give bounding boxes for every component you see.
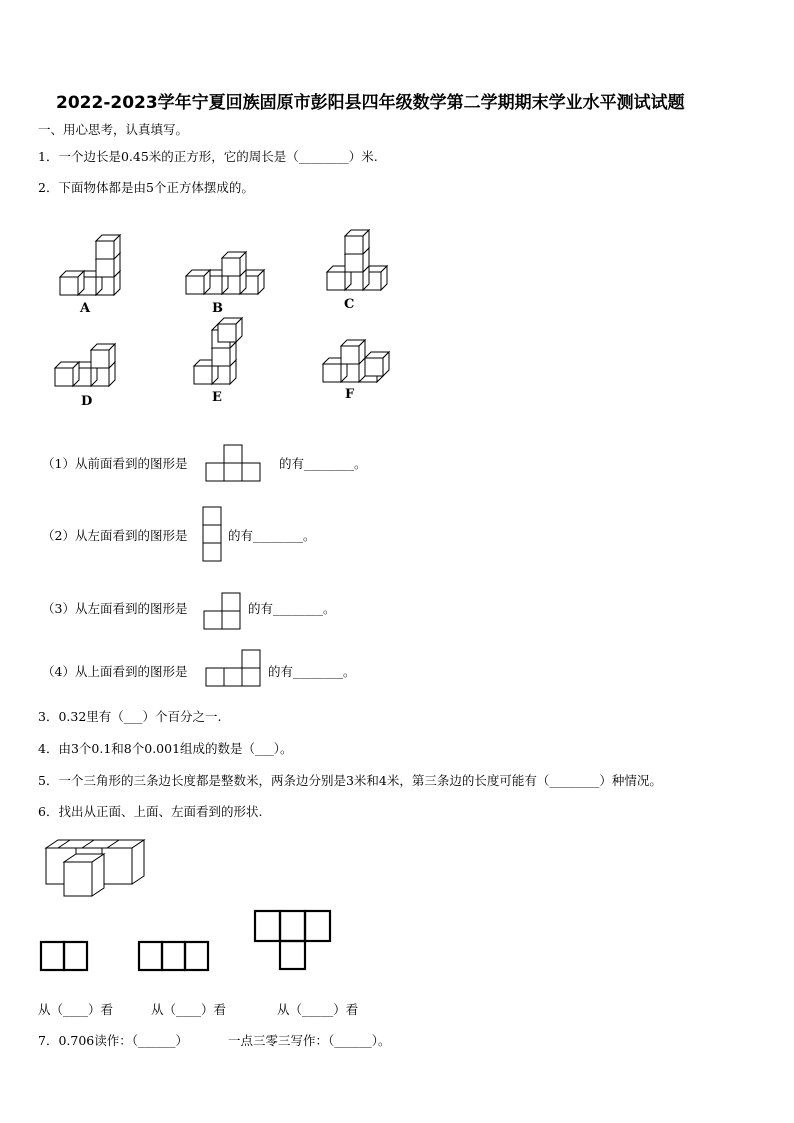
cube xyxy=(91,344,115,368)
front-view-shape xyxy=(205,443,265,483)
q2-sub2-suffix: 的有________。 xyxy=(228,528,316,543)
question-5: 5．一个三角形的三条边长度都是整数米，两条边分别是3米和4米，第三条边的长度可能有（________）种情况。 xyxy=(38,773,662,788)
q6-solid-figure xyxy=(40,836,150,906)
q6-view-shape-2 xyxy=(138,941,214,973)
q6-view-shape-1 xyxy=(40,941,92,973)
cube xyxy=(222,252,246,276)
left-view-column-shape xyxy=(202,505,226,565)
q2-sub2-prefix: （2）从左面看到的图形是 xyxy=(42,528,188,543)
question-3: 3．0.32里有（___）个百分之一. xyxy=(38,709,222,724)
page-title: 2022-2023学年宁夏回族固原市彭阳县四年级数学第二学期期末学业水平测试试题 xyxy=(56,93,685,113)
question-6: 6．找出从正面、上面、左面看到的形状. xyxy=(38,804,263,819)
cube xyxy=(55,362,79,386)
question-7-part2: 一点三零三写作：（______）。 xyxy=(228,1033,391,1048)
q6-view-label-1: 从（____）看 xyxy=(38,1002,114,1017)
question-7-part1: 7．0.706读作：（______） xyxy=(38,1033,188,1048)
top-view-shape xyxy=(205,648,267,690)
cube-figures xyxy=(0,0,794,420)
q2-sub4-prefix: （4）从上面看到的图形是 xyxy=(42,664,188,679)
question-1: 1．一个边长是0.45米的正方形，它的周长是（________）米. xyxy=(38,149,378,164)
figure-label-a: A xyxy=(80,301,91,316)
q6-view-label-2: 从（____）看 xyxy=(151,1002,227,1017)
q6-view-shape-3 xyxy=(254,910,334,972)
q2-sub3-prefix: （3）从左面看到的图形是 xyxy=(42,601,188,616)
question-2: 2．下面物体都是由5个正方体摆成的。 xyxy=(38,180,254,195)
cube xyxy=(341,340,365,364)
figure-label-b: B xyxy=(212,301,223,316)
cube xyxy=(345,230,369,254)
figure-label-d: D xyxy=(81,394,93,409)
question-4: 4．由3个0.1和8个0.001组成的数是（___）。 xyxy=(38,741,293,756)
cube xyxy=(60,271,84,295)
q2-sub3-suffix: 的有________。 xyxy=(248,601,336,616)
figure-label-f: F xyxy=(345,387,355,402)
left-view-l-shape xyxy=(203,591,247,633)
q2-sub4-suffix: 的有________。 xyxy=(268,664,356,679)
section-heading: 一、用心思考，认真填写。 xyxy=(38,122,189,137)
q2-sub1-suffix: 的有________。 xyxy=(279,456,367,471)
q2-sub1-prefix: （1）从前面看到的图形是 xyxy=(42,456,188,471)
q6-view-label-3: 从（_____）看 xyxy=(277,1002,359,1017)
cube xyxy=(218,318,242,342)
cube xyxy=(96,235,120,259)
figure-label-c: C xyxy=(344,297,355,312)
cube xyxy=(365,352,389,376)
cube xyxy=(186,270,210,294)
figure-label-e: E xyxy=(212,390,222,405)
